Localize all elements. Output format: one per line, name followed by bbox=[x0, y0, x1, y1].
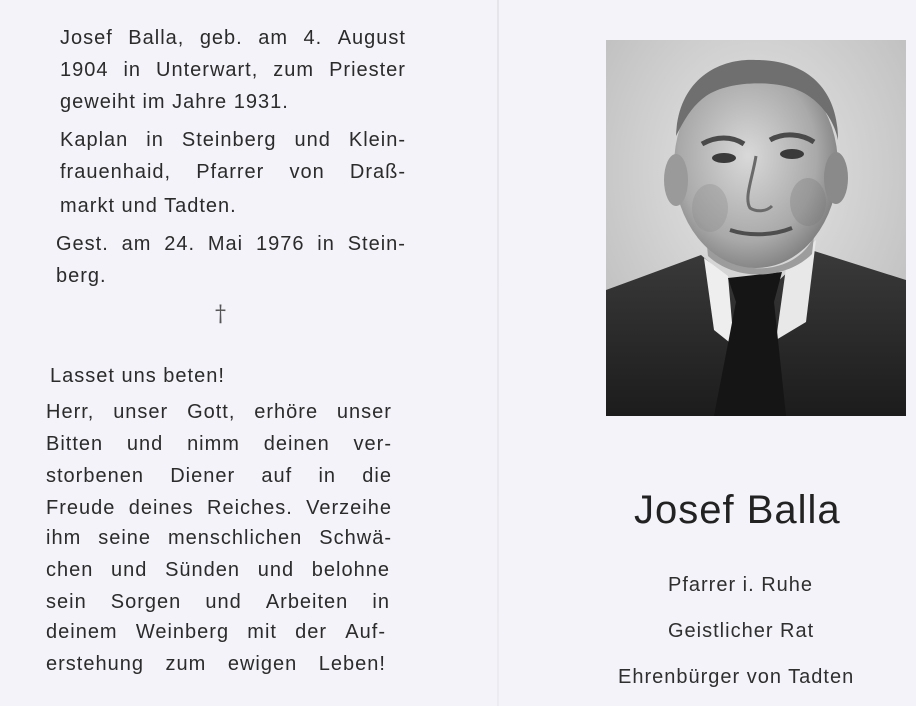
prayer-line: deinem Weinberg mit der Auf- bbox=[46, 621, 386, 643]
title-honorary-citizen: Ehrenbürger von Tadten bbox=[618, 666, 855, 688]
prayer-line: Freude deines Reiches. Verzeihe bbox=[46, 497, 392, 519]
deceased-name: Josef Balla bbox=[634, 488, 841, 532]
cross-symbol: † bbox=[215, 302, 226, 327]
card-fold-line bbox=[497, 0, 499, 706]
bio-line: markt und Tadten. bbox=[60, 195, 237, 217]
title-retired-pastor: Pfarrer i. Ruhe bbox=[668, 574, 814, 596]
title-spiritual-councillor: Geistlicher Rat bbox=[668, 620, 815, 642]
prayer-line: Herr, unser Gott, erhöre unser bbox=[46, 401, 392, 423]
bio-line: berg. bbox=[56, 265, 107, 287]
bio-line: Josef Balla, geb. am 4. August bbox=[60, 27, 406, 49]
portrait-photo bbox=[606, 40, 906, 416]
prayer-line: storbenen Diener auf in die bbox=[46, 465, 392, 487]
prayer-line: sein Sorgen und Arbeiten in bbox=[46, 591, 390, 613]
bio-line: Gest. am 24. Mai 1976 in Stein- bbox=[56, 233, 406, 255]
bio-line: geweiht im Jahre 1931. bbox=[60, 91, 289, 113]
prayer-line: Bitten und nimm deinen ver- bbox=[46, 433, 392, 455]
prayer-line: chen und Sünden und belohne bbox=[46, 559, 390, 581]
bio-line: 1904 in Unterwart, zum Priester bbox=[60, 59, 406, 81]
prayer-line: Lasset uns beten! bbox=[50, 365, 225, 387]
bio-line: Kaplan in Steinberg und Klein- bbox=[60, 129, 406, 151]
prayer-line: erstehung zum ewigen Leben! bbox=[46, 653, 386, 675]
prayer-line: ihm seine menschlichen Schwä- bbox=[46, 527, 392, 549]
bio-line: frauenhaid, Pfarrer von Draß- bbox=[60, 161, 406, 183]
